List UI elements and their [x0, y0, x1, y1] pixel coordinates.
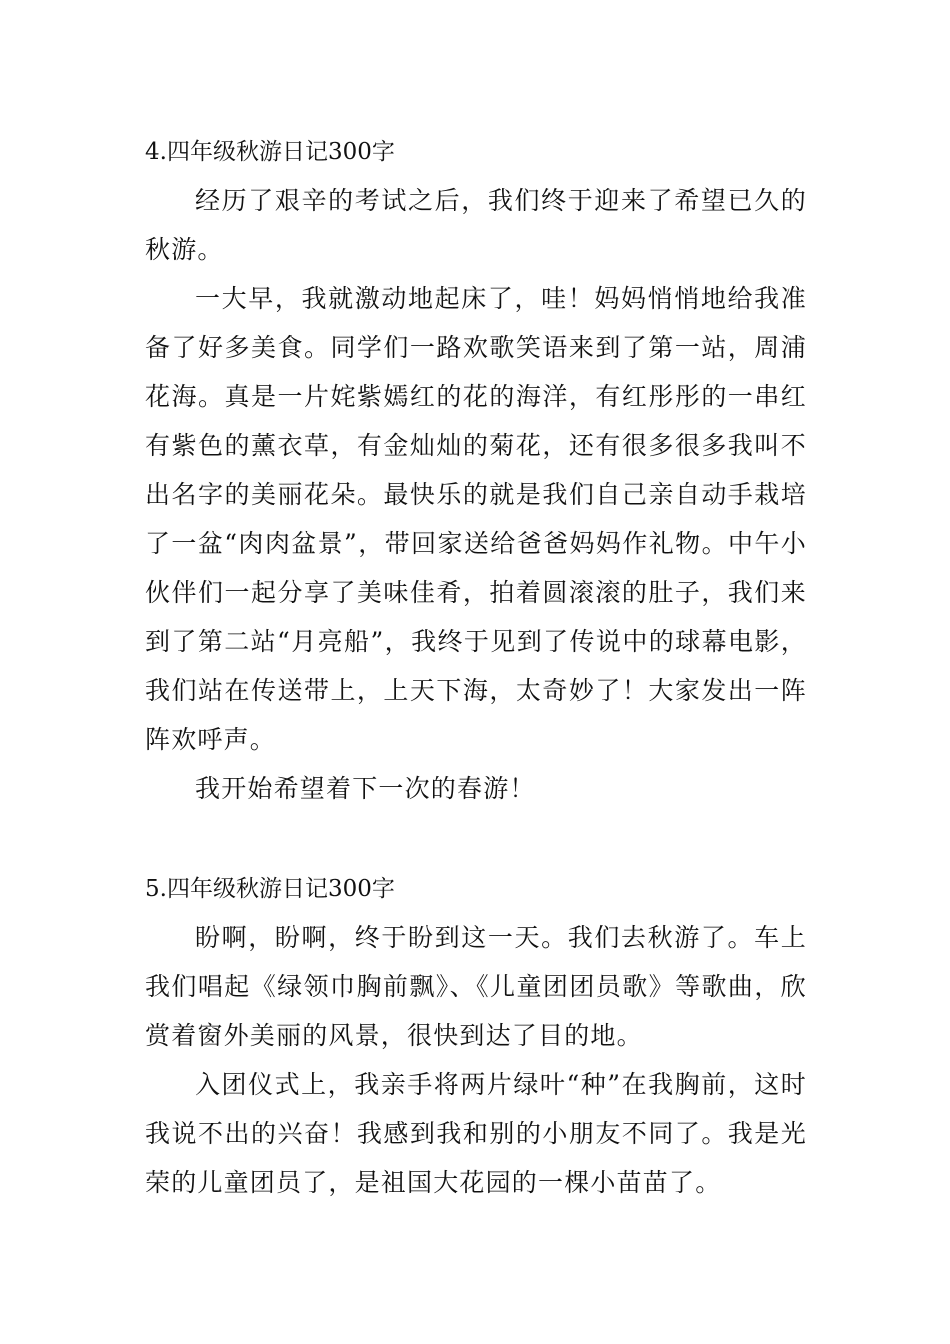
- paragraph: 经历了艰辛的考试之后，我们终于迎来了希望已久的秋游。: [145, 186, 807, 264]
- document-page: [145, 128, 807, 1207]
- section-heading: 5.四年级秋游日记300字: [145, 876, 395, 902]
- diary-section-4: [145, 128, 807, 813]
- paragraph: 盼啊，盼啊，终于盼到这一天。我们去秋游了。车上我们唱起《绿领巾胸前飘》、《儿童团团员歌》等歌曲，欣赏着窗外美丽的风景，很快到达了目的地。: [145, 923, 807, 1050]
- paragraph: 入团仪式上，我亲手将两片绿叶“种”在我胸前，这时我说不出的兴奋！我感到我和别的小朋友不同了。我是光荣的儿童团员了，是祖国大花园的一棵小苗苗了。: [145, 1070, 807, 1197]
- paragraph: 一大早，我就激动地起床了，哇！妈妈悄悄地给我准备了好多美食。同学们一路欢歌笑语来到了第一站，周浦花海。真是一片姹紫嫣红的花的海洋，有红彤彤的一串红有紫色的薰衣草，有金灿灿的菊花，还有很多很多我叫不出名字的美丽花朵。最快乐的就是我们自己亲自动手栽培了一盆“肉肉盆景”，带回家送给爸爸妈妈作礼物。中午小伙伴们一起分享了美味佳肴，拍着圆滚滚的肚子，我们来到了第二站“月亮船”，我终于见到了传说中的球幕电影，我们站在传送带上，上天下海，太奇妙了！大家发出一阵阵欢呼声。: [145, 284, 807, 754]
- paragraph: 我开始希望着下一次的春游！: [195, 774, 536, 803]
- diary-section-5: [145, 865, 807, 1207]
- section-heading: 4.四年级秋游日记300字: [145, 139, 395, 165]
